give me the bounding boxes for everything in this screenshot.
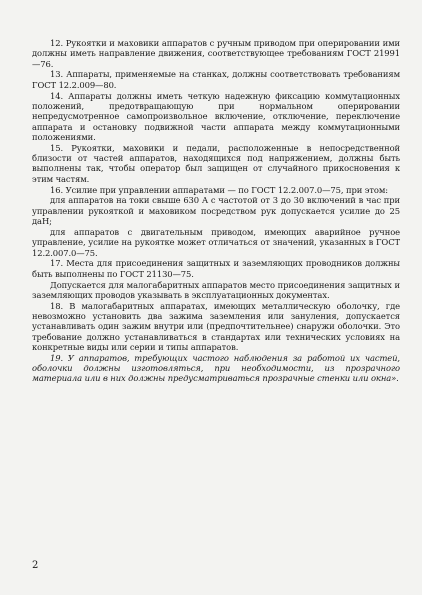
paragraph-17: 17. Места для присоединения защитных и заземляющих проводников должны быть выполнены по ГОСТ 21130—75.: [32, 258, 400, 279]
paragraph-17-note: Допускается для малогабаритных аппаратов место присоединения защитных и заземляющих проводов указывать в эксплуатационных документах.: [32, 279, 400, 300]
paragraph-15: 15. Рукоятки, маховики и педали, расположенные в непосредственной близости от частей аппаратов, находящихся под напряжением, должны быть выполнены так, чтобы оператор был защищен от случайного прикосновения к этим частям.: [32, 142, 400, 184]
document-body: [32, 38, 400, 384]
paragraph-19: 19. У аппаратов, требующих частого наблюдения за работой их частей, оболочки должны изготовляться, при необходимости, из прозрачного материала или в них должны предусматриваться прозрачные стенки или окна».: [32, 352, 400, 384]
paragraph-14: 14. Аппараты должны иметь четкую надежную фиксацию коммутационных положений, предотвращающую при нормальном оперировании непредусмотренное самопроизвольное включение, отключение, переключение аппарата и остановку подвижной части аппарата между коммутационными положениями.: [32, 90, 400, 142]
paragraph-18: 18. В малогабаритных аппаратах, имеющих металлическую оболочку, где невозможно установить два зажима заземления или зануления, допускается устанавливать один зажим внутри или (предпочтительнее) снаружи оболочки. Это требование должно устанавливаться в стандартах или технических условиях на конкретные виды или серии и типы аппаратов.: [32, 300, 400, 352]
paragraph-13: 13. Аппараты, применяемые на станках, должны соответствовать требованиям ГОСТ 12.2.009—80.: [32, 69, 400, 90]
paragraph-12: 12. Рукоятки и маховики аппаратов с ручным приводом при оперировании ими должны иметь направление движения, соответствующее требованиям ГОСТ 21991—76.: [32, 38, 400, 69]
paragraph-16: 16. Усилие при управлении аппаратами — по ГОСТ 12.2.007.0—75, при этом:: [50, 184, 388, 195]
paragraph-16-item-1: для аппаратов на токи свыше 630 А с частотой от 3 до 30 включений в час при управлении рукояткой и маховиком посредством рук допускается усилие до 25 даН;: [32, 195, 400, 227]
page-number: 2: [32, 560, 39, 571]
paragraph-16-item-2: для аппаратов с двигательным приводом, имеющих аварийное ручное управление, усилие на рукоятке может отличаться от значений, указанных в ГОСТ 12.2.007.0—75.: [32, 226, 400, 258]
